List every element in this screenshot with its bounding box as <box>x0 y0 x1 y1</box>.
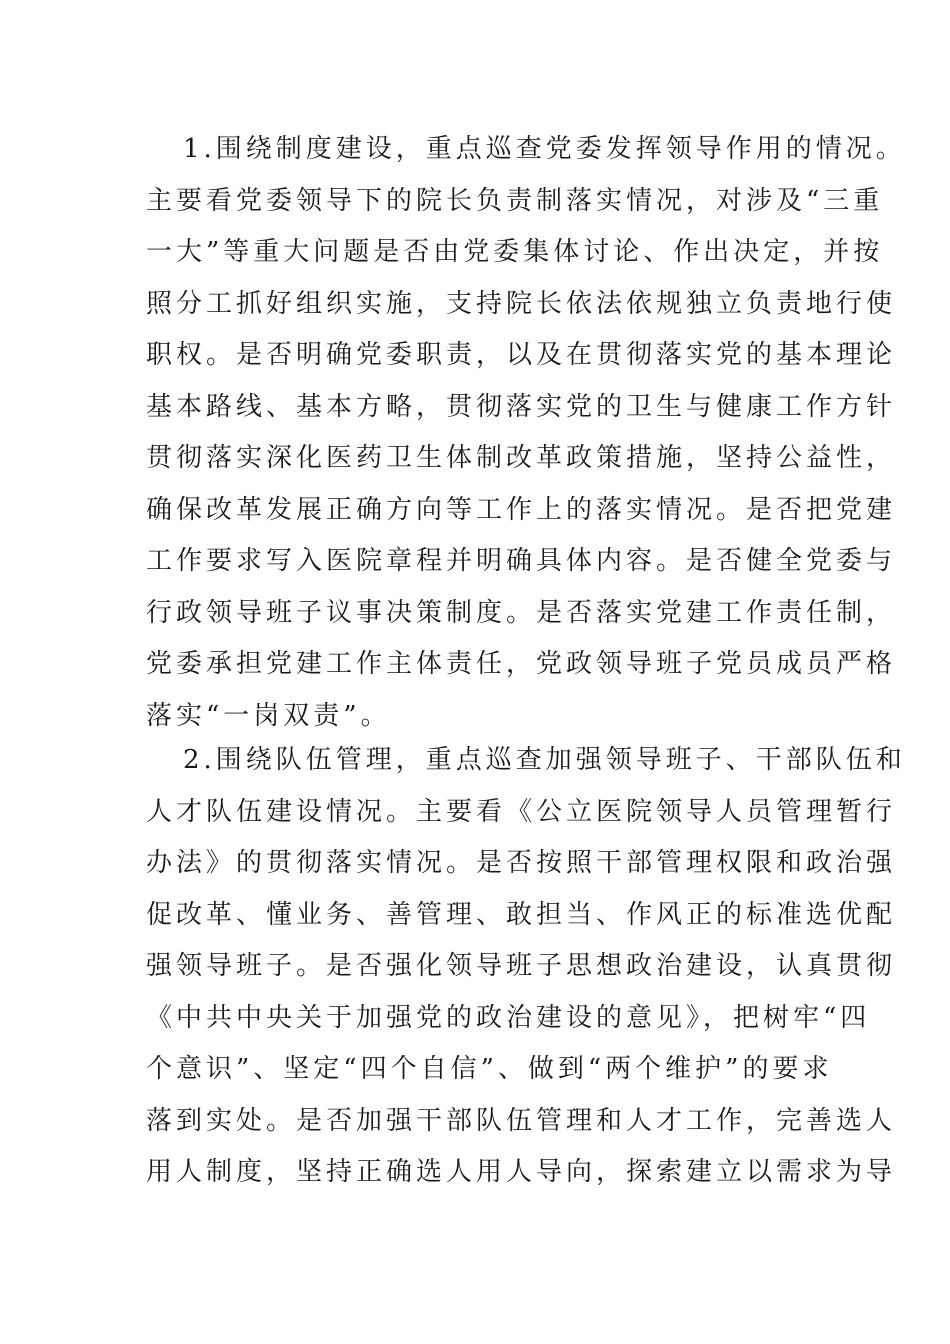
paragraph-line: 落到实处。是否加强干部队伍管理和人才工作，完善选人 <box>146 1105 897 1136</box>
paragraph-line: 《中共中央关于加强党的政治建设的意见》，把树牢“四 <box>146 1002 871 1033</box>
paragraph-line: 工作要求写入医院章程并明确具体内容。是否健全党委与 <box>146 546 897 576</box>
paragraph-line: 职权。是否明确党委职责，以及在贯彻落实党的基本理论 <box>146 340 897 370</box>
paragraph-line: 用人制度，坚持正确选人用人导向，探索建立以需求为导 <box>146 1157 897 1187</box>
paragraph-2 <box>146 735 906 1199</box>
paragraph-line: 确保改革发展正确方向等工作上的落实情况。是否把党建 <box>146 494 897 525</box>
paragraph-line: 1.围绕制度建设，重点巡查党委发挥领导作用的情况。 <box>183 134 906 164</box>
paragraph-line: 基本路线、基本方略，贯彻落实党的卫生与健康工作方针 <box>146 391 897 422</box>
paragraph-line: 行政领导班子议事决策制度。是否落实党建工作责任制， <box>146 597 897 628</box>
paragraph-line: 办法》的贯彻落实情况。是否按照干部管理权限和政治强 <box>146 848 897 878</box>
paragraph-1 <box>146 124 906 742</box>
paragraph-line: 主要看党委领导下的院长负责制落实情况，对涉及“三重 <box>146 185 884 216</box>
paragraph-line: 党委承担党建工作主体责任，党政领导班子党员成员严格 <box>146 649 897 679</box>
paragraph-line: 人才队伍建设情况。主要看《公立医院领导人员管理暂行 <box>146 796 897 827</box>
paragraph-line: 强领导班子。是否强化领导班子思想政治建设，认真贯彻 <box>146 951 897 981</box>
paragraph-line: 落实“一岗双责”。 <box>146 700 391 731</box>
paragraph-line: 促改革、懂业务、善管理、敢担当、作风正的标准选优配 <box>146 899 897 930</box>
paragraph-line: 贯彻落实深化医药卫生体制改革政策措施，坚持公益性， <box>146 443 897 473</box>
paragraph-line: 照分工抓好组织实施，支持院长依法依规独立负责地行使 <box>146 288 897 319</box>
paragraph-line: 2.围绕队伍管理，重点巡查加强领导班子、干部队伍和 <box>183 745 906 775</box>
paragraph-line: 个意识”、坚定“四个自信”、做到“两个维护”的要求 <box>146 1054 833 1084</box>
paragraph-line: 一大”等重大问题是否由党委集体讨论、作出决定，并按 <box>146 237 884 267</box>
